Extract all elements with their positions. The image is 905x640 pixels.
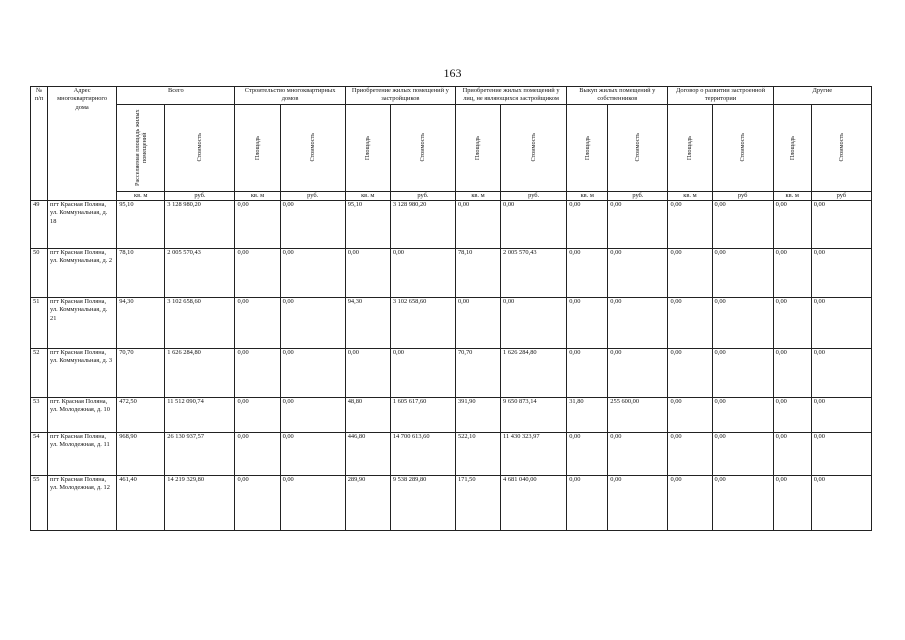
value-cell: 4 681 040,00: [501, 475, 567, 530]
value-cell: 78,10: [455, 248, 500, 297]
unit-label: кв. м: [345, 191, 390, 200]
value-cell: 0,00: [345, 348, 390, 397]
value-cell: 0,00: [712, 432, 773, 475]
row-number: 50: [31, 248, 48, 297]
value-cell: 0,00: [567, 297, 608, 348]
subheader-cell: [608, 104, 668, 191]
value-cell: 3 128 980,20: [390, 200, 455, 248]
value-cell: 472,50: [117, 397, 165, 432]
value-cell: 0,00: [608, 200, 668, 248]
value-cell: 0,00: [811, 248, 871, 297]
value-cell: 0,00: [280, 475, 345, 530]
subheader-label: Площадь: [686, 135, 694, 160]
value-cell: 9 650 873,14: [501, 397, 567, 432]
value-cell: 0,00: [712, 248, 773, 297]
subheader-cell: [811, 104, 871, 191]
value-cell: 461,40: [117, 475, 165, 530]
table-row: [31, 297, 872, 348]
subheader-label: Стоимость: [634, 133, 642, 162]
value-cell: 0,00: [712, 297, 773, 348]
value-cell: 171,50: [455, 475, 500, 530]
value-cell: 26 130 937,57: [165, 432, 235, 475]
subheader-cell: [165, 104, 235, 191]
subheader-cell: [712, 104, 773, 191]
value-cell: 0,00: [608, 297, 668, 348]
value-cell: 391,90: [455, 397, 500, 432]
value-cell: 3 102 658,60: [390, 297, 455, 348]
value-cell: 0,00: [235, 475, 280, 530]
value-cell: 968,90: [117, 432, 165, 475]
value-cell: 0,00: [280, 297, 345, 348]
row-number: 55: [31, 475, 48, 530]
row-number: 53: [31, 397, 48, 432]
value-cell: 78,10: [117, 248, 165, 297]
value-cell: 0,00: [811, 432, 871, 475]
value-cell: 0,00: [668, 348, 712, 397]
value-cell: 0,00: [811, 397, 871, 432]
group-header-other: Другие: [773, 87, 871, 105]
value-cell: 0,00: [668, 297, 712, 348]
value-cell: 0,00: [567, 432, 608, 475]
value-cell: 95,10: [345, 200, 390, 248]
subheader-label: Стоимость: [196, 133, 204, 162]
value-cell: 0,00: [455, 297, 500, 348]
value-cell: 0,00: [811, 475, 871, 530]
subheader-label: Площадь: [364, 135, 372, 160]
unit-label: руб.: [165, 191, 235, 200]
subheader-cell: [345, 104, 390, 191]
subheader-label: Стоимость: [419, 133, 427, 162]
subheader-cell: [455, 104, 500, 191]
value-cell: 0,00: [455, 200, 500, 248]
subheader-cell: [567, 104, 608, 191]
value-cell: 9 538 289,80: [390, 475, 455, 530]
resettlement-table: [30, 86, 872, 531]
subheader-label: Расселяемая площадь жилых помещений: [133, 109, 148, 186]
value-cell: 0,00: [712, 200, 773, 248]
row-number: 54: [31, 432, 48, 475]
row-address: пгт Красная Поляна, ул. Коммунальная, д. 2: [48, 248, 117, 297]
table-row: [31, 475, 872, 530]
row-address: пгт Красная Поляна, ул. Молодежная, д. 12: [48, 475, 117, 530]
value-cell: 3 102 658,60: [165, 297, 235, 348]
subheader-label: Стоимость: [309, 133, 317, 162]
row-number: 52: [31, 348, 48, 397]
value-cell: 0,00: [712, 348, 773, 397]
unit-label: руб.: [501, 191, 567, 200]
subheader-label: Стоимость: [530, 133, 538, 162]
value-cell: 94,30: [345, 297, 390, 348]
unit-label: кв. м: [668, 191, 712, 200]
value-cell: 0,00: [773, 432, 811, 475]
value-cell: 14 700 613,60: [390, 432, 455, 475]
value-cell: 0,00: [773, 200, 811, 248]
value-cell: 0,00: [773, 397, 811, 432]
group-header-buyout-owners: Выкуп жилых помещений у собственников: [567, 87, 668, 105]
group-header-total: Всего: [117, 87, 235, 105]
value-cell: 0,00: [773, 348, 811, 397]
subheader-label: Площадь: [583, 135, 591, 160]
num-header: № п/п: [31, 87, 48, 201]
table-row: [31, 397, 872, 432]
value-cell: 0,00: [501, 200, 567, 248]
value-cell: 0,00: [280, 397, 345, 432]
table-row: [31, 200, 872, 248]
group-header-purchase-non-developers: Приобретение жилых помещений у лиц, не являющихся застройщиком: [455, 87, 566, 105]
value-cell: 95,10: [117, 200, 165, 248]
value-cell: 0,00: [235, 248, 280, 297]
value-cell: 1 626 284,80: [165, 348, 235, 397]
row-number: 51: [31, 297, 48, 348]
subheader-cell: [235, 104, 280, 191]
value-cell: 0,00: [668, 248, 712, 297]
subheader-label: Площадь: [788, 135, 796, 160]
group-header-territory-development: Договор о развитии застроенной территории: [668, 87, 773, 105]
value-cell: 0,00: [345, 248, 390, 297]
value-cell: 14 219 329,80: [165, 475, 235, 530]
subheader-cell: [390, 104, 455, 191]
value-cell: 0,00: [773, 297, 811, 348]
row-address: пгт Красная Поляна, ул. Молодежная, д. 11: [48, 432, 117, 475]
page-number: 163: [443, 66, 462, 80]
value-cell: 0,00: [390, 348, 455, 397]
value-cell: 0,00: [811, 348, 871, 397]
value-cell: 2 005 570,43: [501, 248, 567, 297]
unit-label: руб.: [608, 191, 668, 200]
value-cell: 0,00: [280, 348, 345, 397]
value-cell: 0,00: [608, 348, 668, 397]
value-cell: 2 005 570,43: [165, 248, 235, 297]
value-cell: 0,00: [567, 475, 608, 530]
value-cell: 255 600,00: [608, 397, 668, 432]
value-cell: 31,80: [567, 397, 608, 432]
unit-label: кв. м: [567, 191, 608, 200]
unit-label: руб.: [280, 191, 345, 200]
subheader-cell: [280, 104, 345, 191]
value-cell: 3 128 980,20: [165, 200, 235, 248]
value-cell: 0,00: [280, 432, 345, 475]
value-cell: 70,70: [455, 348, 500, 397]
unit-label: кв. м: [235, 191, 280, 200]
value-cell: 0,00: [811, 297, 871, 348]
value-cell: 0,00: [235, 348, 280, 397]
table-row: [31, 248, 872, 297]
unit-label: кв. м: [455, 191, 500, 200]
value-cell: 0,00: [567, 248, 608, 297]
value-cell: 0,00: [668, 397, 712, 432]
value-cell: 0,00: [280, 200, 345, 248]
unit-label: руб: [712, 191, 773, 200]
value-cell: 0,00: [712, 475, 773, 530]
value-cell: 0,00: [773, 248, 811, 297]
value-cell: 0,00: [608, 432, 668, 475]
unit-label: руб.: [390, 191, 455, 200]
value-cell: 0,00: [567, 200, 608, 248]
row-number: 49: [31, 200, 48, 248]
value-cell: 0,00: [668, 475, 712, 530]
value-cell: 0,00: [280, 248, 345, 297]
value-cell: 48,80: [345, 397, 390, 432]
value-cell: 0,00: [811, 200, 871, 248]
value-cell: 522,10: [455, 432, 500, 475]
value-cell: 94,30: [117, 297, 165, 348]
value-cell: 0,00: [235, 397, 280, 432]
subheader-cell: [773, 104, 811, 191]
unit-label: кв. м: [117, 191, 165, 200]
table-row: [31, 348, 872, 397]
value-cell: 11 430 323,97: [501, 432, 567, 475]
value-cell: 0,00: [501, 297, 567, 348]
value-cell: 70,70: [117, 348, 165, 397]
group-header-purchase-developers: Приобретение жилых помещений у застройщиков: [345, 87, 455, 105]
subheader-cell: [117, 104, 165, 191]
unit-label: руб: [811, 191, 871, 200]
value-cell: 0,00: [235, 200, 280, 248]
row-address: пгт Красная Поляна, ул. Коммунальная, д. 18: [48, 200, 117, 248]
subheader-label: Площадь: [253, 135, 261, 160]
value-cell: 0,00: [608, 248, 668, 297]
subheader-label: Стоимость: [739, 133, 747, 162]
value-cell: 0,00: [668, 200, 712, 248]
value-cell: 0,00: [567, 348, 608, 397]
value-cell: 289,90: [345, 475, 390, 530]
value-cell: 0,00: [668, 432, 712, 475]
value-cell: 0,00: [773, 475, 811, 530]
value-cell: 0,00: [608, 475, 668, 530]
group-header-construction: Строительство многоквартирных домов: [235, 87, 345, 105]
unit-label: кв. м: [773, 191, 811, 200]
row-address: пгт. Красная Поляна, ул. Молодежная, д. 10: [48, 397, 117, 432]
row-address: пгт Красная Поляна, ул. Коммунальная, д. 3: [48, 348, 117, 397]
value-cell: 11 512 090,74: [165, 397, 235, 432]
value-cell: 1 605 617,60: [390, 397, 455, 432]
subheader-label: Стоимость: [837, 133, 845, 162]
subheader-cell: [668, 104, 712, 191]
value-cell: 0,00: [235, 297, 280, 348]
value-cell: 0,00: [712, 397, 773, 432]
table-row: [31, 432, 872, 475]
value-cell: 446,80: [345, 432, 390, 475]
value-cell: 1 626 284,80: [501, 348, 567, 397]
subheader-cell: [501, 104, 567, 191]
subheader-label: Площадь: [474, 135, 482, 160]
value-cell: 0,00: [235, 432, 280, 475]
value-cell: 0,00: [390, 248, 455, 297]
row-address: пгт Красная Поляна, ул. Коммунальная, д. 21: [48, 297, 117, 348]
address-header: Адрес многоквартирного дома: [48, 87, 117, 201]
